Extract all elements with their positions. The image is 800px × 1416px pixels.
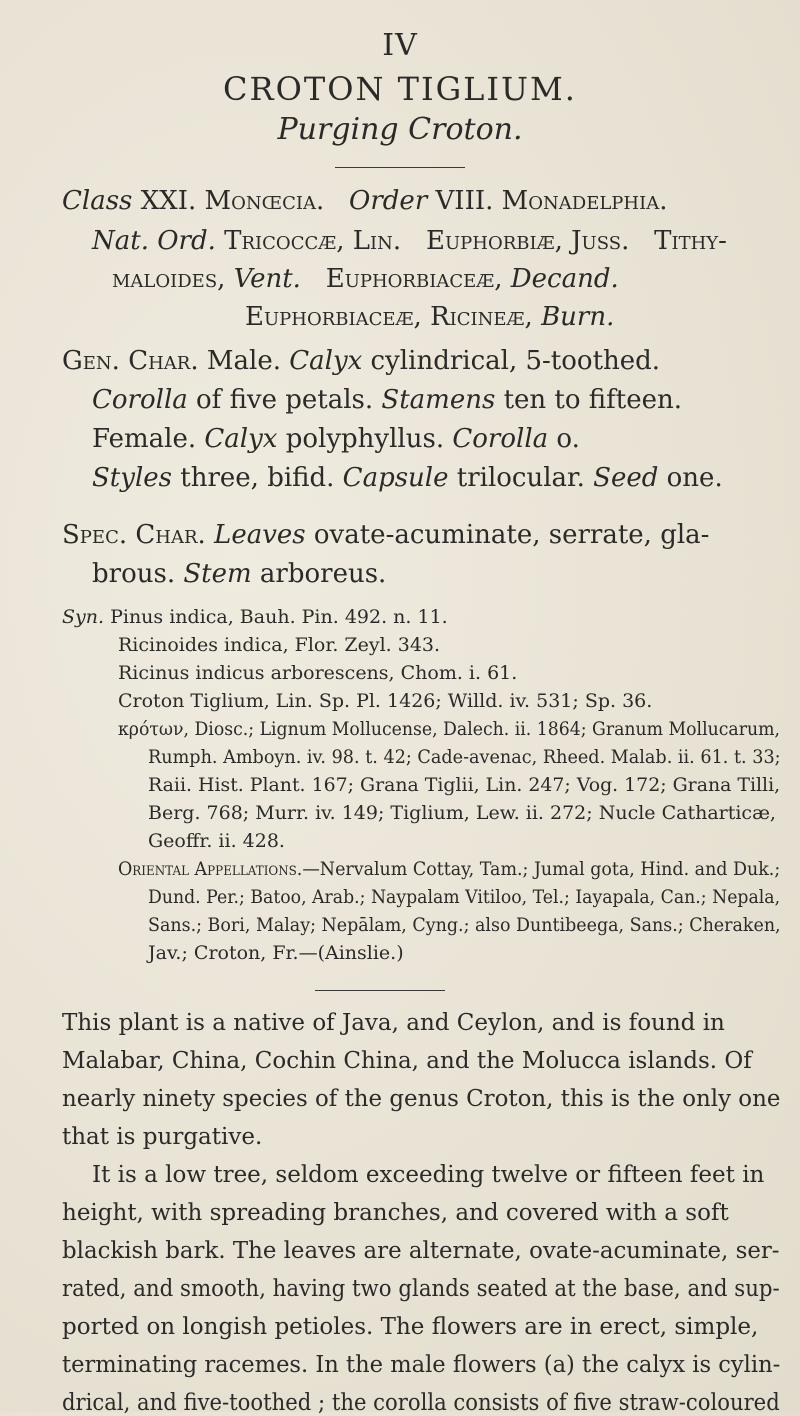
- text-run: ovate-acuminate, serrate, gla-: [305, 520, 710, 550]
- oriental-entry: —Nervalum Cottay, Tam.; Jumal gota, Hind. and Duk.;: [302, 858, 781, 880]
- text-run: Seed: [584, 463, 659, 493]
- text-run: Calyx: [196, 424, 278, 454]
- description-line: nearly ninety species of the genus Croton, this is the only one: [62, 1086, 781, 1112]
- text-run: three, bifid.: [172, 463, 335, 493]
- spec-char-parts-2: [92, 559, 386, 589]
- gen-char-parts-3: [92, 424, 580, 454]
- gen-char-line-2: [92, 385, 682, 415]
- order-label: Order: [349, 186, 428, 216]
- synonym-entry: Croton Tiglium, Lin. Sp. Pl. 1426; Willd. iv. 531; Sp. 36.: [118, 690, 653, 712]
- text-run: Calyx: [280, 346, 363, 376]
- text-run: brous.: [92, 559, 176, 589]
- oriental-entry: Jav.; Croton, Fr.—(Ainslie.): [148, 942, 404, 964]
- gen-char-parts-4: [92, 463, 723, 493]
- title-divider: [335, 167, 465, 168]
- description-line: blackish bark. The leaves are alternate, ovate-acuminate, ser-: [62, 1238, 780, 1264]
- synonym-entry: Berg. 768; Murr. iv. 149; Tiglium, Lew. ii. 272; Nucle Catharticæ,: [148, 802, 776, 824]
- nat-ord-tithymaloides-b: maloides,: [112, 264, 226, 294]
- text-run: Corolla: [92, 385, 188, 415]
- oriental-label: Oriental Appellations.: [118, 858, 303, 880]
- class-label: Class: [62, 186, 133, 216]
- synonym-entry: Ricinoides indica, Flor. Zeyl. 343.: [118, 634, 441, 656]
- gen-char-line-3: [92, 424, 580, 454]
- text-run: ten to fifteen.: [495, 385, 682, 415]
- text-run: Stamens: [373, 385, 496, 415]
- nat-ord-line-1: [92, 226, 727, 256]
- plate-number: IV: [382, 28, 418, 63]
- gen-char-parts-1: [207, 346, 660, 376]
- text-run: of five petals.: [187, 385, 374, 415]
- text-run: arboreus.: [251, 559, 387, 589]
- oriental-entry: Sans.; Bori, Malay; Nepālam, Cyng.; also Duntibeega, Sans.; Cheraken,: [148, 914, 781, 936]
- description-line: rated, and smooth, having two glands seated at the base, and sup-: [62, 1276, 780, 1302]
- text-run: polyphyllus.: [277, 424, 445, 454]
- gen-char-line-4: [92, 463, 723, 493]
- description-line: It is a low tree, seldom exceeding twelve or fifteen feet in: [92, 1162, 765, 1188]
- nat-ord-tricoccae: Tricoccæ, Lin.: [224, 226, 402, 256]
- nat-ord-label: Nat. Ord.: [92, 226, 216, 256]
- gen-char-line-1: [62, 346, 660, 376]
- nat-ord-author-decand: Decand.: [510, 264, 619, 294]
- oriental-line: [118, 858, 780, 880]
- synonym-entry: Pinus indica, Bauh. Pin. 492. n. 11.: [110, 606, 448, 628]
- description-line: height, with spreading branches, and covered with a soft: [62, 1200, 729, 1226]
- synonym-entry: Rumph. Amboyn. iv. 98. t. 42; Cade-avenac, Rheed. Malab. ii. 61. t. 33;: [148, 746, 781, 768]
- class-name: XXI. Monœcia.: [140, 186, 325, 216]
- section-divider: [315, 990, 445, 991]
- text-run: trilocular.: [448, 463, 585, 493]
- synonym-entry: Geoffr. ii. 428.: [148, 830, 285, 852]
- spec-char-parts-1: [214, 520, 709, 550]
- text-run: Stem: [175, 559, 252, 589]
- gen-char-label: Gen. Char.: [62, 346, 199, 376]
- text-run: one.: [658, 463, 723, 493]
- text-run: o.: [548, 424, 580, 454]
- synonym-line: [62, 606, 448, 628]
- nat-ord-author-vent: Vent.: [233, 264, 301, 294]
- spec-char-label: Spec. Char.: [62, 520, 206, 550]
- text-run: cylindrical, 5-toothed.: [362, 346, 661, 376]
- text-run: Leaves: [214, 520, 306, 550]
- page-title: CROTON TIGLIUM.: [223, 70, 577, 108]
- nat-ord-ricineae: Euphorbiaceæ, Ricineæ,: [245, 302, 533, 332]
- oriental-entry: Dund. Per.; Batoo, Arab.; Naypalam Vitiloo, Tel.; Iayapala, Can.; Nepala,: [148, 886, 781, 908]
- nat-ord-tithymaloides-a: Tithy-: [654, 226, 727, 256]
- description-line: This plant is a native of Java, and Ceylon, and is found in: [62, 1010, 725, 1036]
- spec-char-line-1: [62, 520, 709, 550]
- synonym-entry: Raii. Hist. Plant. 167; Grana Tiglii, Lin. 247; Vog. 172; Grana Tilli,: [148, 774, 781, 796]
- text-run: Styles: [92, 463, 172, 493]
- text-run: Capsule: [334, 463, 449, 493]
- gen-char-parts-2: [92, 385, 682, 415]
- order-name: VIII. Monadelphia.: [435, 186, 668, 216]
- page-subtitle: Purging Croton.: [277, 112, 523, 147]
- description-line: ported on longish petioles. The flowers are in erect, simple,: [62, 1314, 759, 1340]
- spec-char-line-2: [92, 559, 386, 589]
- text-run: Corolla: [444, 424, 549, 454]
- nat-ord-author-burn: Burn.: [541, 302, 615, 332]
- nat-ord-line-2: [112, 264, 619, 294]
- description-line: terminating racemes. In the male flowers (a) the calyx is cylin-: [62, 1352, 781, 1378]
- nat-ord-euphorbiae: Euphorbiæ, Juss.: [425, 226, 630, 256]
- classification-line: [62, 186, 667, 216]
- nat-ord-line-3: [245, 302, 614, 332]
- synonym-entry: Ricinus indicus arborescens, Chom. i. 61.: [118, 662, 518, 684]
- syn-label: Syn.: [62, 606, 105, 628]
- text-run: Male.: [206, 346, 281, 376]
- description-line: that is purgative.: [62, 1124, 263, 1150]
- synonym-entry: κρότων, Diosc.; Lignum Mollucense, Dalech. ii. 1864; Granum Mollucarum,: [118, 718, 780, 740]
- description-line: Malabar, China, Cochin China, and the Molucca islands. Of: [62, 1048, 752, 1074]
- description-line: drical, and five-toothed ; the corolla consists of five straw-coloured: [62, 1390, 780, 1416]
- nat-ord-euphorbiaceae: Euphorbiaceæ,: [325, 264, 503, 294]
- text-run: Female.: [92, 424, 197, 454]
